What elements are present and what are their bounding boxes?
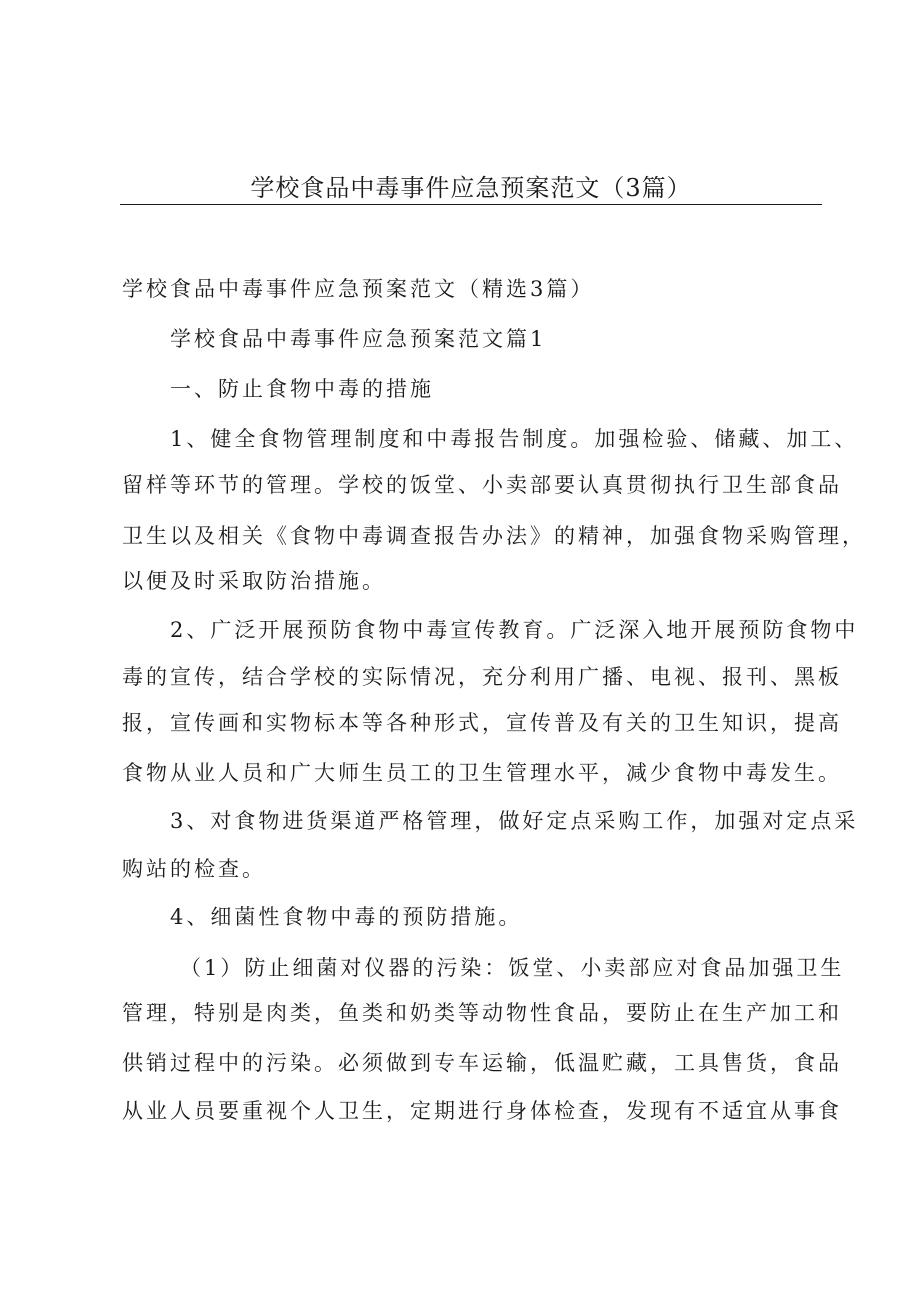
paragraph-line: 留样等环节的管理。学校的饭堂、小卖部要认真贯彻执行卫生部食品 (122, 473, 842, 497)
document-title: 学校食品中毒事件应急预案范文（3篇） (250, 174, 692, 202)
section-heading: 学校食品中毒事件应急预案范文篇1 (170, 327, 547, 351)
paragraph-line: 毒的宣传，结合学校的实际情况，充分利用广播、电视、报刊、黑板 (122, 665, 842, 689)
paragraph-line: 购站的检查。 (122, 857, 266, 881)
paragraph-line: 4、细菌性食物中毒的预防措施。 (170, 905, 523, 929)
paragraph-line: 报，宣传画和实物标本等各种形式，宣传普及有关的卫生知识，提高 (122, 711, 842, 735)
paragraph-line: （1）防止细菌对仪器的污染：饭堂、小卖部应对食品加强卫生 (180, 956, 845, 980)
paragraph-line: 1、健全食物管理制度和中毒报告制度。加强检验、储藏、加工、 (170, 427, 859, 451)
paragraph-line: 以便及时采取防治措施。 (122, 569, 386, 593)
paragraph-line: 食物从业人员和广大师生员工的卫生管理水平，减少食物中毒发生。 (122, 761, 842, 785)
subtitle-line: 学校食品中毒事件应急预案范文（精选3篇） (122, 277, 595, 301)
title-underline (120, 204, 822, 205)
paragraph-line: 从业人员要重视个人卫生，定期进行身体检查，发现有不适宜从事食 (122, 1099, 842, 1123)
paragraph-line: 卫生以及相关《食物中毒调查报告办法》的精神，加强食物采购管理， (122, 524, 866, 548)
paragraph-line: 2、广泛开展预防食物中毒宣传教育。广泛深入地开展预防食物中 (170, 618, 859, 642)
paragraph-line: 3、对食物进货渠道严格管理，做好定点采购工作，加强对定点采 (170, 809, 859, 833)
paragraph-line: 供销过程中的污染。必须做到专车运输，低温贮藏，工具售货，食品 (122, 1051, 842, 1075)
subsection-heading: 一、防止食物中毒的措施 (170, 377, 434, 401)
paragraph-line: 管理，特别是肉类，鱼类和奶类等动物性食品，要防止在生产加工和 (122, 1001, 842, 1025)
